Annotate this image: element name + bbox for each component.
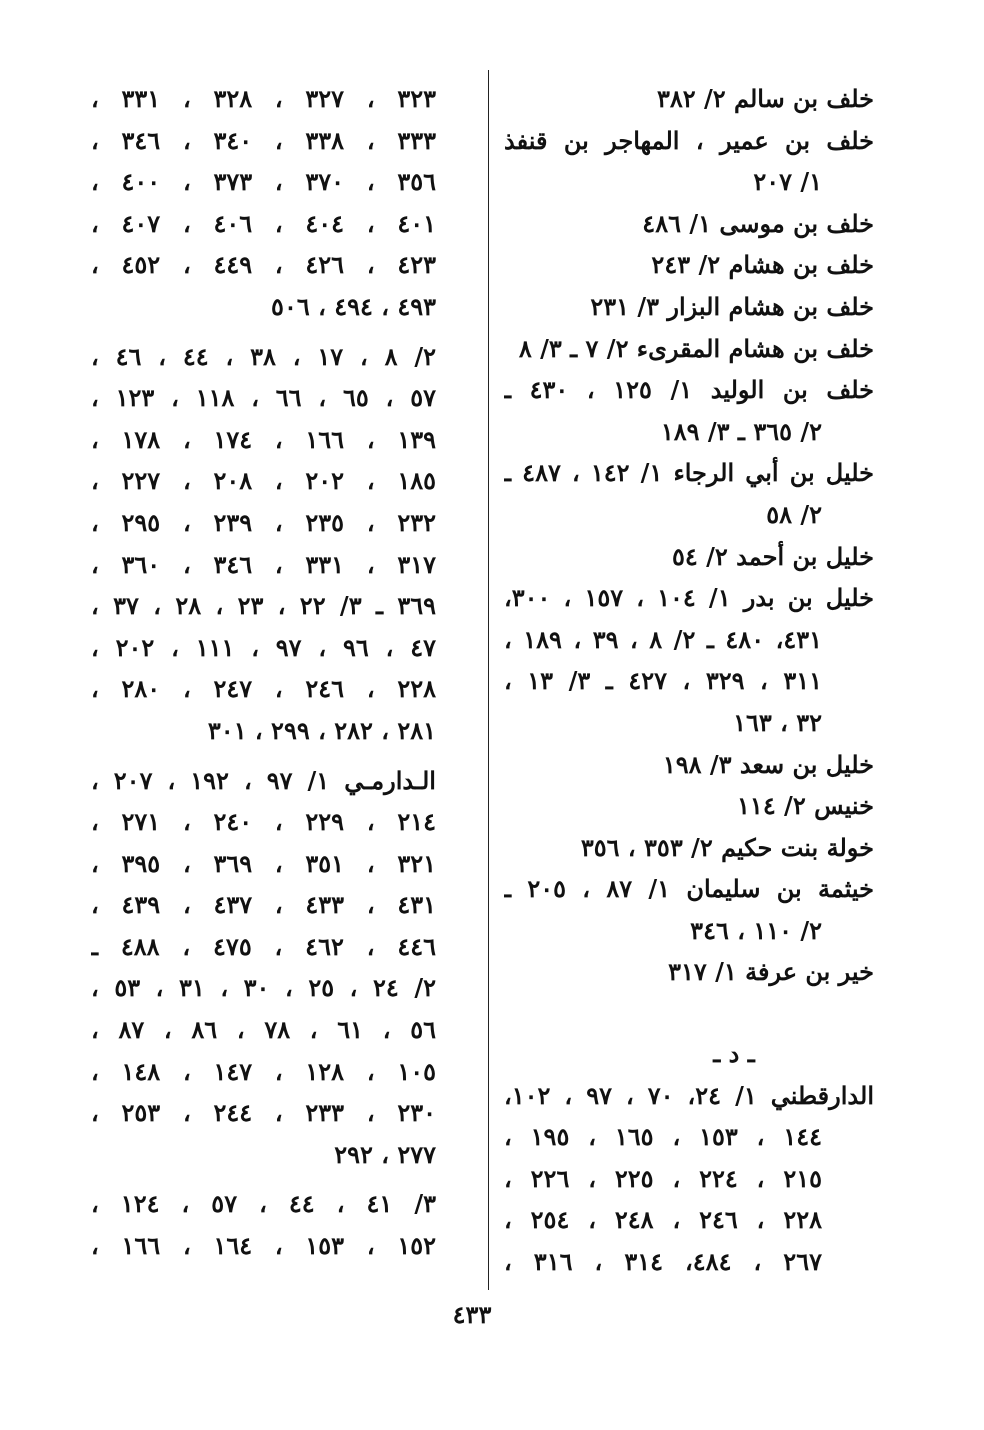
index-entry-continuation: ٢١٥ ، ٢٢٤ ، ٢٢٥ ، ٢٢٦ ، [504,1163,822,1193]
index-continuation-line: ٤٩٣ ، ٤٩٤ ، ٥٠٦ [271,291,436,321]
index-continuation-line: ٢٣٢ ، ٢٣٥ ، ٢٣٩ ، ٢٩٥ ، [91,507,436,537]
index-entry: خليل بن أبي الرجاء ١/ ١٤٢ ، ٤٨٧ ـ [504,458,874,488]
right-column [504,78,874,1283]
index-entry: خيثمة بن سليمان ١/ ٨٧ ، ٢٠٥ ـ [504,874,874,904]
block-spacer [91,328,436,336]
index-continuation-line: ٣٢١ ، ٣٥١ ، ٣٦٩ ، ٣٩٥ ، [91,848,436,878]
index-continuation-line: ٢٢٨ ، ٢٤٦ ، ٢٤٧ ، ٢٨٠ ، [91,674,436,704]
index-continuation-line: ٣٦٩ ـ ٣/ ٢٢ ، ٢٣ ، ٢٨ ، ٣٧ ، [91,591,436,621]
index-continuation-line: ٥٧ ، ٦٥ ، ٦٦ ، ١١٨ ، ١٢٣ ، [91,383,436,413]
index-entry-continuation: ٣١١ ، ٣٢٩ ، ٤٢٧ ـ ٣/ ١٣ ، [504,666,822,696]
index-continuation-line: ١٨٥ ، ٢٠٢ ، ٢٠٨ ، ٢٢٧ ، [91,466,436,496]
index-continuation-line: ٢٨١ ، ٢٨٢ ، ٢٩٩ ، ٣٠١ [207,715,436,745]
index-continuation-line: ٢/ ٢٤ ، ٢٥ ، ٣٠ ، ٣١ ، ٥٣ ، [91,973,436,1003]
index-entry-continuation: ١/ ٢٠٧ [753,167,822,197]
index-continuation-line: ٤٧ ، ٩٦ ، ٩٧ ، ١١١ ، ٢٠٢ ، [91,632,436,662]
index-continuation-line: ٤٣١ ، ٤٣٣ ، ٤٣٧ ، ٤٣٩ ، [91,890,436,920]
index-continuation-line: ١٥٢ ، ١٥٣ ، ١٦٤ ، ١٦٦ ، [91,1231,436,1261]
index-entry: خلف بن سالم ٢/ ٣٨٢ [656,84,874,113]
index-entry: الدارقطني ١/ ٢٤، ٧٠ ، ٩٧ ، ١٠٢، [504,1080,874,1110]
section-spacer [504,993,874,1033]
index-entry: خليل بن أحمد ٢/ ٥٤ [672,541,874,571]
index-continuation-line: ٣٥٦ ، ٣٧٠ ، ٣٧٣ ، ٤٠٠ ، [91,167,436,197]
index-entry: خلف بن الوليد ١/ ١٢٥ ، ٤٣٠ ـ [504,375,874,405]
index-entry-continuation: ٤٣١، ٤٨٠ ـ ٢/ ٨ ، ٣٩ ، ١٨٩ ، [504,624,823,654]
index-entry: خلف بن هشام البزار ٣/ ٢٣١ [590,291,874,321]
index-continuation-line: ٤٤٦ ، ٤٦٢ ، ٤٧٥ ، ٤٨٨ ـ [91,931,436,961]
index-entry: خنيس ٢/ ١١٤ [737,791,874,821]
index-entry-continuation: ٢/ ٣٦٥ ـ ٣/ ١٨٩ [660,416,822,446]
index-entry-continuation: ٢٦٧ ، ٤٨٤، ٣١٤ ، ٣١٦ ، [504,1247,822,1277]
section-letter-dal: ـ د ـ [713,1039,755,1069]
index-continuation-line: ٣/ ٤١ ، ٤٤ ، ٥٧ ، ١٢٤ ، [91,1189,436,1219]
block-spacer [91,752,436,760]
index-entry: الـدارمـي ١/ ٩٧ ، ١٩٢ ، ٢٠٧ ، [91,765,436,795]
index-continuation-line: ٣٣٣ ، ٣٣٨ ، ٣٤٠ ، ٣٤٦ ، [91,125,436,155]
block-spacer [91,1175,436,1183]
index-entry: خلف بن هشام ٢/ ٢٤٣ [651,250,874,280]
index-entry-continuation: ٣٢ ، ١٦٣ [733,707,822,737]
page-number: ٤٣٣ [452,1300,492,1329]
index-continuation-line: ٢٣٠ ، ٢٣٣ ، ٢٤٤ ، ٢٥٣ ، [91,1098,436,1128]
index-entry: خلف بن هشام المقرىء ٢/ ٧ ـ ٣/ ٨ [518,333,874,363]
index-continuation-line: ٤٠١ ، ٤٠٤ ، ٤٠٦ ، ٤٠٧ ، [91,208,436,238]
left-column [91,78,436,1267]
index-continuation-line: ٥٦ ، ٦١ ، ٧٨ ، ٨٦ ، ٨٧ ، [91,1015,436,1045]
index-entry-continuation: ١٤٤ ، ١٥٣ ، ١٦٥ ، ١٩٥ ، [504,1122,822,1152]
index-entry: خير بن عرفة ١/ ٣١٧ [668,957,874,987]
index-continuation-line: ٢/ ٨ ، ١٧ ، ٣٨ ، ٤٤ ، ٤٦ ، [91,341,436,371]
index-entry: خلف بن عمير ، المهاجر بن قنفذ [504,125,874,155]
index-continuation-line: ٤٢٣ ، ٤٢٦ ، ٤٤٩ ، ٤٥٢ ، [91,250,436,280]
index-entry: خليل بن سعد ٣/ ١٩٨ [662,749,874,779]
index-continuation-line: ٢١٤ ، ٢٢٩ ، ٢٤٠ ، ٢٧١ ، [91,807,436,837]
index-continuation-line: ٣٢٣ ، ٣٢٧ ، ٣٢٨ ، ٣٣١ ، [91,84,436,113]
index-entry-continuation: ٢٢٨ ، ٢٤٦ ، ٢٤٨ ، ٢٥٤ ، [504,1205,822,1235]
index-entry: خليل بن بدر ١/ ١٠٤ ، ١٥٧ ، ٣٠٠، [504,583,874,613]
index-entry: خولة بنت حكيم ٢/ ٣٥٣ ، ٣٥٦ [580,832,874,862]
index-continuation-line: ٢٧٧ ، ٢٩٢ [334,1139,436,1169]
column-divider [488,70,489,1290]
index-entry-continuation: ٢/ ١١٠ ، ٣٤٦ [690,915,822,945]
index-continuation-line: ١٣٩ ، ١٦٦ ، ١٧٤ ، ١٧٨ ، [91,424,436,454]
index-continuation-line: ٣١٧ ، ٣٣١ ، ٣٤٦ ، ٣٦٠ ، [91,549,436,579]
index-entry: خلف بن موسى ١/ ٤٨٦ [642,208,874,238]
index-continuation-line: ١٠٥ ، ١٢٨ ، ١٤٧ ، ١٤٨ ، [91,1056,436,1086]
index-entry-continuation: ٢/ ٥٨ [766,499,822,529]
